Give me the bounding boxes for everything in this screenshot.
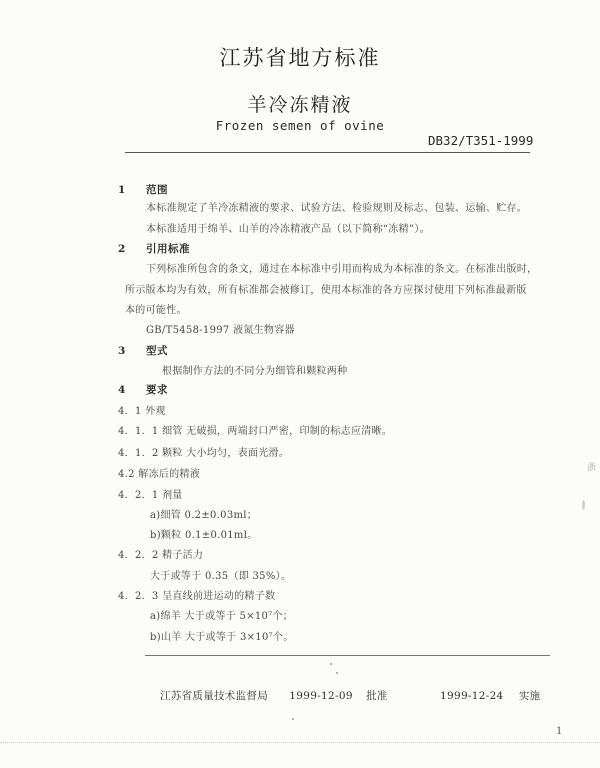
edge-speck: [582, 500, 585, 510]
bottom-scan-line: [0, 742, 600, 744]
clause-4-2: 4.2 解冻后的精液: [118, 469, 201, 480]
issue-date: 1999-12-09: [289, 690, 353, 702]
document-title: 羊冷冻精液: [247, 94, 353, 116]
scan-speck: [292, 718, 294, 720]
edge-scan-mark: 浙: [585, 462, 595, 471]
section-2-line-3: 本的可能性。: [125, 305, 187, 316]
section-3-number: 3: [118, 345, 126, 357]
clause-4-2-1-b: b)颗粒 0.1±0.01ml。: [150, 530, 258, 541]
clause-4-2-1-a: a)细管 0.2±0.03ml；: [150, 510, 258, 521]
section-2-line-1: 下列标准所包含的条文，通过在本标准中引用而构成为本标准的条文。在标准出版时，: [146, 264, 538, 275]
section-1-number: 1: [118, 184, 126, 196]
section-3-title: 型式: [146, 345, 168, 357]
section-1-line-2: 本标准适用于绵羊、山羊的冷冻精液产品（以下简称“冻精”）。: [146, 224, 430, 235]
issue-label: 批准: [366, 690, 388, 702]
section-1-title: 范围: [146, 184, 168, 196]
clause-4-2-3-a: a)绵羊 大于或等于 5×10⁷个；: [150, 611, 294, 622]
clause-4-2-1: 4．2．1 剂量: [118, 490, 183, 501]
clause-4-2-2: 4．2．2 精子活力: [118, 550, 204, 561]
footer-issue-block: [160, 688, 388, 703]
header-divider: [125, 152, 530, 153]
section-4-number: 4: [118, 384, 126, 396]
section-1-line-1: 本标准规定了羊冷冻精液的要求、试验方法、检验规则及标志、包装、运输、贮存。: [146, 203, 528, 214]
page-number: 1: [556, 726, 563, 737]
footer-divider: [145, 655, 550, 656]
section-2-title: 引用标准: [146, 243, 190, 255]
implementation-label: 实施: [518, 690, 541, 702]
referenced-standard: GB/T5458-1997 液氮生物容器: [146, 325, 295, 336]
section-3-line-1: 根据制作方法的不同分为细管和颗粒两种: [162, 366, 348, 377]
standard-category-title: 江苏省地方标准: [219, 46, 381, 70]
section-2-line-2: 所示版本均为有效，所有标准都会被修订，使用本标准的各方应探讨使用下列标准最新版: [125, 285, 527, 296]
section-3-heading: [118, 343, 168, 358]
implementation-date: 1999-12-24: [440, 690, 504, 702]
issuing-authority: 江苏省质量技术监督局: [160, 690, 268, 702]
clause-4-2-3-b: b)山羊 大于或等于 3×10⁷个。: [150, 632, 294, 643]
section-1-heading: [118, 182, 168, 197]
scan-speck: [330, 663, 332, 665]
section-2-heading: [118, 241, 190, 256]
clause-4-1-2: 4．1．2 颗粒 大小均匀，表面光滑。: [118, 448, 290, 459]
clause-4-1: 4．1 外观: [118, 406, 166, 417]
footer-implementation-block: [440, 688, 540, 703]
scan-speck: [336, 672, 338, 674]
section-4-title: 要求: [146, 384, 168, 396]
section-4-heading: [118, 382, 168, 397]
standard-code: DB32/T351-1999: [428, 133, 534, 148]
clause-4-2-3: 4．2．3 呈直线前进运动的精子数: [118, 591, 276, 602]
section-2-number: 2: [118, 243, 126, 255]
document-title-english: Frozen semen of ovine: [215, 118, 385, 133]
clause-4-2-2-value: 大于或等于 0.35（即 35%）。: [150, 571, 292, 582]
clause-4-1-1: 4．1．1 细管 无破损，两端封口严密，印制的标志应清晰。: [118, 426, 393, 437]
